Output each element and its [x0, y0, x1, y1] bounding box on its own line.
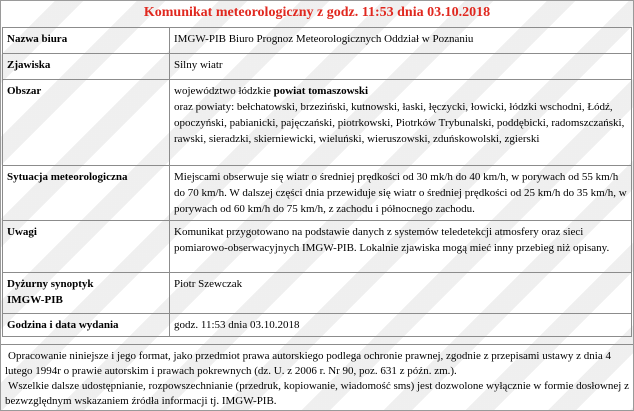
row-label: Zjawiska	[3, 54, 170, 80]
row-label-line2: IMGW-PIB	[7, 294, 63, 306]
table-row	[3, 80, 632, 166]
table-row	[3, 273, 632, 314]
table-row	[3, 166, 632, 221]
row-label: Nazwa biura	[3, 28, 170, 54]
row-value	[170, 80, 632, 166]
row-value: Silny wiatr	[170, 54, 632, 80]
row-value: Piotr Szewczak	[170, 273, 632, 314]
info-table	[2, 27, 632, 337]
table-row	[3, 28, 632, 54]
table-row	[3, 314, 632, 337]
row-label-line1: Dyżurny synoptyk	[7, 278, 94, 290]
copyright-footer	[1, 344, 633, 409]
row-label: Obszar	[3, 80, 170, 166]
table-row	[3, 221, 632, 273]
row-label: Godzina i data wydania	[3, 314, 170, 337]
row-value: Miejscami obserwuje się wiatr o średniej prędkości od 30 mk/h do 40 km/h, w porywach od 55 km/h do 70 km/h. W dalszej części dnia przewiduje się wiatr o średniej prędkości od 25 km/h do 35 km/h, w porywach od 60 km/h do 75 km/h, z zachodu i północnego zachodu.	[170, 166, 632, 221]
row-value: IMGW-PIB Biuro Prognoz Meteorologicznych Oddział w Poznaniu	[170, 28, 632, 54]
row-value: godz. 11:53 dnia 03.10.2018	[170, 314, 632, 337]
row-label: Sytuacja meteorologiczna	[3, 166, 170, 221]
table-row	[3, 54, 632, 80]
redistribution-paragraph: Wszelkie dalsze udostępnianie, rozpowszechnianie (przedruk, kopiowanie, wiadomość sms) jest dozwolone wyłącznie w formie dosłownej z bezwzględnym wskazaniem źródła informacji tj. IMGW-PIB.	[5, 380, 629, 407]
area-prefix: województwo łódzkie	[174, 85, 274, 97]
row-label	[3, 273, 170, 314]
row-value: Komunikat przygotowano na podstawie danych z systemów teledetekcji atmosfery oraz sieci pomiarowo-obserwacyjnych IMGW-PIB. Lokalnie zjawiska mogą mieć inny przebieg niż opisany.	[170, 221, 632, 273]
row-label: Uwagi	[3, 221, 170, 273]
area-counties: oraz powiaty: bełchatowski, brzeziński, kutnowski, łaski, łęczycki, łowicki, łódzki wschodni, Łódź, opoczyński, pabianicki, pajęczański, piotrkowski, Piotrków Trybunalski, poddębicki, radomszczański, rawski, sieradzki, skierniewicki, wieluński, wieruszowski, zduńskowolski, zgierski	[174, 101, 625, 145]
copyright-paragraph: Opracowanie niniejsze i jego format, jako przedmiot prawa autorskiego podlega ochronie prawnej, zgodnie z przepisami ustawy z dnia 4 lutego 1994r o prawie autorskim i prawach pokrewnych (dz. U. z 2006 r. Nr 90, poz. 631 z późn. zm.).	[5, 350, 611, 377]
page-title: Komunikat meteorologiczny z godz. 11:53 dnia 03.10.2018	[143, 5, 491, 20]
area-primary-county: powiat tomaszowski	[273, 85, 369, 97]
